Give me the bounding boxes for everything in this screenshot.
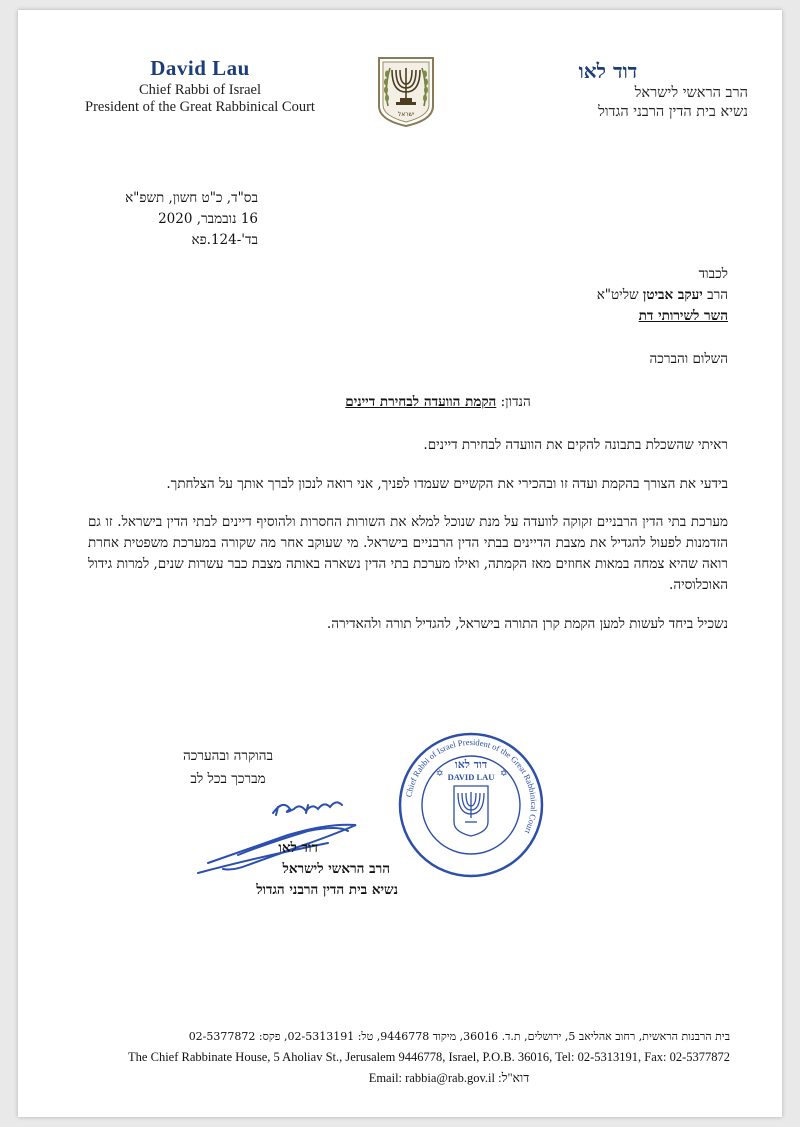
recipient-prefix: הרב <box>702 286 728 303</box>
closing-line-2: מברכך בכל לב <box>190 770 266 787</box>
svg-text:✡: ✡ <box>436 769 444 779</box>
english-letterhead <box>80 56 320 117</box>
signatory-name: דוד לאו <box>278 840 318 856</box>
recipient-name: יעקב אביטן <box>642 286 703 303</box>
paragraph-3: מערכת בתי הדין הרבניים זקוקה לוועדה על מנת שנוכל למלא את השורות החסרות ולהוסיף דיינים לבתי הדין בישראל. זו גם הזדמנות לפעול להגדיל את מצבת הדיינים בבתי הדין הרבניים בישראל. מי שעוקב אחר מה שקורה במערכת משפטית אחרת רואה שהיא צמחה במאות אחוזים מאז הקמתה, ואילו מערכת בתי הדין נשארה באותה מצבת כבר עשרות שנים, למרות גידול האוכלוסיה. <box>88 514 728 594</box>
closing-block <box>158 745 298 791</box>
paragraph-4: נשכיל ביחד לעשות למען הקמת קרן התורה בישראל, להגדיל תורה ולהאדירה. <box>326 616 728 633</box>
hebrew-title: הרב הראשי לישראל <box>634 85 748 101</box>
greeting: השלום והברכה <box>649 350 728 367</box>
subject-label: הנדון: <box>496 393 531 410</box>
english-name: David Lau <box>150 56 250 80</box>
svg-text:ישראל: ישראל <box>397 111 415 118</box>
closing-line-1: בהוקרה ובהערכה <box>183 748 273 764</box>
subject-line <box>88 392 728 413</box>
svg-text:✡: ✡ <box>500 769 508 779</box>
hebrew-letterhead <box>486 58 748 122</box>
signatory-block <box>168 838 398 901</box>
recipient-line <box>88 285 728 306</box>
date-block <box>88 188 258 251</box>
email-label-he: :דוא"ל <box>495 1070 530 1085</box>
signatory-title: הרב הראשי לישראל <box>282 860 390 877</box>
paragraph-2: בידעי את הצורך בהקמת ועדה זו ובהכירי את הקשיים שעמדו לפניך, אני רואה לנכון לברך אותך על הצלחתך. <box>166 475 728 492</box>
english-subtitle: President of the Great Rabbinical Court <box>85 99 315 116</box>
letter-footer <box>48 1028 730 1089</box>
stamp-hebrew-name: דוד לאו <box>454 758 488 771</box>
footer-email-line <box>48 1068 730 1089</box>
subject-text: הקמת הוועדה לבחירת דיינים <box>345 393 497 410</box>
email-address[interactable]: rabbia@rab.gov.il <box>405 1070 495 1085</box>
letter-body <box>88 264 728 635</box>
menorah-emblem-icon <box>373 54 439 128</box>
hebrew-date: בס"ד, כ"ט חשון, תשפ"א <box>125 190 258 206</box>
stamp-ring-english: Chief Rabbi of Israel President of the Great Rabbinical Court <box>403 736 540 836</box>
letter-page <box>18 10 782 1117</box>
hebrew-name: דוד לאו <box>578 59 638 83</box>
hebrew-subtitle: נשיא בית הדין הרבני הגדול <box>598 103 748 120</box>
stamp-english-name: DAVID LAU <box>447 772 495 782</box>
official-stamp <box>396 730 546 880</box>
recipient-suffix: שליט"א <box>596 286 643 303</box>
footer-hebrew-address: בית הרבנות הראשית, רחוב אהליאב 5, ירושלים, ת.ד. 36016, מיקוד 9446778, טל: 02-5313191, פקס: 02-5377872 <box>188 1030 730 1043</box>
gregorian-date: 16 נובמבר, 2020 <box>158 210 258 227</box>
footer-english-address: The Chief Rabbinate House, 5 Aholiav St., Jerusalem 9446778, Israel, P.O.B. 36016, Tel: 02-5313191, Fax: 02-5377872 <box>128 1049 730 1064</box>
salutation: לכבוד <box>698 266 728 282</box>
email-label-en: Email: <box>368 1070 406 1085</box>
english-title: Chief Rabbi of Israel <box>138 81 261 98</box>
signatory-subtitle: נשיא בית הדין הרבני הגדול <box>256 881 398 898</box>
paragraph-1: ראיתי שהשכלת בתבונה להקים את הוועדה לבחירת דיינים. <box>423 436 728 453</box>
reference-number: בד'-124.פא <box>191 231 258 248</box>
recipient-role: השר לשירותי דת <box>638 307 728 324</box>
